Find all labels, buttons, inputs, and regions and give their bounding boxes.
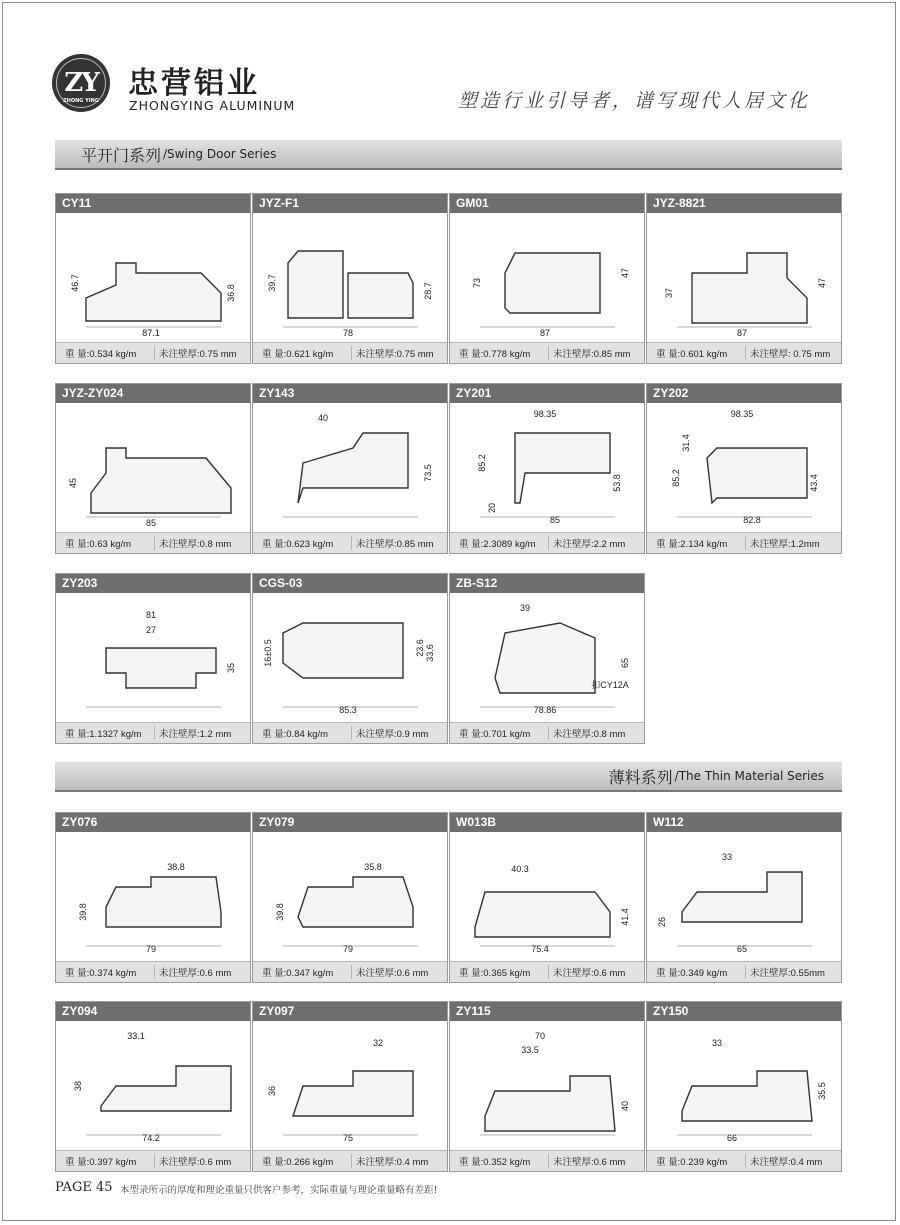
profile-code: GM01 bbox=[450, 194, 644, 213]
dimension-label: 16±0.5 bbox=[263, 639, 273, 667]
logo-text: ZY bbox=[64, 68, 98, 98]
profile-outline bbox=[101, 1066, 231, 1111]
profile-spec-row bbox=[450, 961, 644, 982]
dimension-label: 39.8 bbox=[275, 903, 285, 921]
dimension-label: 38.8 bbox=[167, 862, 185, 872]
brand-name-cn: 忠营铝业 bbox=[128, 66, 260, 101]
profile-spec-row bbox=[450, 532, 644, 553]
wall-thickness-value: 未注壁厚:0.75 mm bbox=[154, 346, 250, 360]
profile-outline bbox=[288, 251, 413, 318]
dimension-label: 39.7 bbox=[267, 274, 277, 292]
weight-value: 重 量:0.266 kg/m bbox=[262, 1157, 334, 1168]
dimension-label: 87 bbox=[539, 328, 551, 338]
dimension-label: 33.6 bbox=[425, 644, 435, 662]
profile-drawing bbox=[253, 213, 447, 344]
profile-drawing bbox=[450, 403, 644, 534]
dimension-label: 37 bbox=[664, 287, 674, 299]
profile-drawing bbox=[647, 213, 841, 344]
wall-thickness-value: 未注壁厚:0.55mm bbox=[745, 965, 841, 979]
slogan: 塑造行业引导者，谱写现代人居文化 bbox=[457, 90, 810, 112]
profile-outline bbox=[106, 648, 216, 688]
profile-card bbox=[252, 812, 448, 983]
dimension-label: 87 bbox=[736, 328, 748, 338]
dimension-label: 73.5 bbox=[423, 464, 433, 482]
profile-spec-row bbox=[647, 532, 841, 553]
profile-spec-row bbox=[647, 1150, 841, 1171]
profile-drawing bbox=[253, 1021, 447, 1152]
section-title-cn: 薄料系列 bbox=[608, 767, 673, 787]
dimension-label: 66 bbox=[726, 1133, 738, 1143]
weight-value: 重 量:0.623 kg/m bbox=[262, 539, 334, 550]
wall-thickness-value: 未注壁厚:0.75 mm bbox=[351, 346, 447, 360]
profile-spec-row bbox=[253, 1150, 447, 1171]
dimension-label: 43.4 bbox=[809, 474, 819, 492]
dimension-label: 23.6 bbox=[415, 639, 425, 657]
profile-card bbox=[646, 812, 842, 983]
profile-code: ZY143 bbox=[253, 384, 447, 403]
weight-value: 重 量:0.397 kg/m bbox=[65, 1157, 137, 1168]
dimension-label: 75 bbox=[342, 1133, 354, 1143]
dimension-label: 85.2 bbox=[671, 469, 681, 487]
profile-card bbox=[55, 812, 251, 983]
profile-outline bbox=[485, 1076, 615, 1131]
profile-code: ZB-S12 bbox=[450, 574, 644, 593]
profile-card bbox=[55, 573, 251, 744]
dimension-label: 87.1 bbox=[142, 328, 160, 338]
profile-code: ZY115 bbox=[450, 1002, 644, 1021]
profile-code: ZY097 bbox=[253, 1002, 447, 1021]
section-title-en: /The Thin Material Series bbox=[674, 769, 824, 783]
weight-value: 重 量:2.134 kg/m bbox=[656, 539, 728, 550]
dimension-label: 26 bbox=[657, 916, 667, 928]
dimension-label: 31.4 bbox=[681, 434, 691, 452]
dimension-label: 40.3 bbox=[511, 864, 529, 874]
wall-thickness-value: 未注壁厚:0.8 mm bbox=[548, 726, 644, 740]
wall-thickness-value: 未注壁厚:0.8 mm bbox=[154, 536, 250, 550]
profile-drawing bbox=[450, 1021, 644, 1152]
profile-card bbox=[252, 193, 448, 364]
weight-value: 重 量:0.701 kg/m bbox=[459, 729, 531, 740]
dimension-label: 27 bbox=[145, 625, 157, 635]
profile-code: ZY150 bbox=[647, 1002, 841, 1021]
wall-thickness-value: 未注壁厚:0.6 mm bbox=[351, 965, 447, 979]
profile-spec-row bbox=[56, 1150, 250, 1171]
dimension-label: 36.8 bbox=[226, 284, 236, 302]
dimension-label: 65 bbox=[620, 657, 630, 669]
profile-code: ZY094 bbox=[56, 1002, 250, 1021]
dimension-label: 85.3 bbox=[339, 705, 357, 715]
dimension-label: 33.5 bbox=[521, 1045, 539, 1055]
profile-code: CGS-03 bbox=[253, 574, 447, 593]
dimension-label: 40 bbox=[620, 1100, 630, 1112]
dimension-label: 39 bbox=[519, 603, 531, 613]
profile-card bbox=[646, 383, 842, 554]
wall-thickness-value: 未注壁厚:0.85 mm bbox=[548, 346, 644, 360]
profile-code: ZY079 bbox=[253, 813, 447, 832]
profile-outline bbox=[495, 623, 595, 693]
profile-code: ZY203 bbox=[56, 574, 250, 593]
wall-thickness-value: 未注壁厚:0.6 mm bbox=[154, 965, 250, 979]
profile-outline bbox=[283, 623, 403, 678]
wall-thickness-value: 未注壁厚: 0.75 mm bbox=[745, 346, 841, 360]
profile-drawing bbox=[450, 832, 644, 963]
section-bar-thin-material bbox=[55, 762, 842, 792]
profile-outline bbox=[682, 872, 802, 922]
dimension-label: 35.5 bbox=[817, 1082, 827, 1100]
profile-drawing bbox=[253, 832, 447, 963]
profile-spec-row bbox=[253, 342, 447, 363]
profile-outline bbox=[707, 448, 807, 503]
weight-value: 重 量:0.374 kg/m bbox=[65, 968, 137, 979]
wall-thickness-value: 未注壁厚:2.2 mm bbox=[548, 536, 644, 550]
dimension-label: 28.7 bbox=[423, 282, 433, 300]
weight-value: 重 量:0.349 kg/m bbox=[656, 968, 728, 979]
weight-value: 重 量:0.534 kg/m bbox=[65, 349, 137, 360]
profile-outline bbox=[298, 433, 408, 503]
dimension-label: 47 bbox=[620, 267, 630, 279]
profile-spec-row bbox=[56, 532, 250, 553]
dimension-label: 81 bbox=[145, 610, 157, 620]
weight-value: 重 量:2.3089 kg/m bbox=[459, 539, 536, 550]
profile-outline bbox=[298, 877, 413, 927]
profile-outline bbox=[91, 448, 231, 513]
profile-spec-row bbox=[647, 961, 841, 982]
wall-thickness-value: 未注壁厚:0.4 mm bbox=[351, 1154, 447, 1168]
page-number: PAGE 45 bbox=[55, 1180, 113, 1195]
dimension-label: 46.7 bbox=[70, 274, 80, 292]
profile-card bbox=[449, 383, 645, 554]
profile-drawing bbox=[450, 593, 644, 724]
brand-name-en: ZHONGYING ALUMINUM bbox=[129, 98, 296, 113]
dimension-label: 78 bbox=[342, 328, 354, 338]
dimension-label: 36 bbox=[267, 1085, 277, 1097]
weight-value: 重 量:0.621 kg/m bbox=[262, 349, 334, 360]
profile-outline bbox=[515, 433, 610, 503]
profile-spec-row bbox=[647, 342, 841, 363]
wall-thickness-value: 未注壁厚:0.85 mm bbox=[351, 536, 447, 550]
profile-outline bbox=[293, 1071, 413, 1116]
dimension-label: 45 bbox=[68, 477, 78, 489]
section-bar-swing-door bbox=[55, 140, 842, 170]
profile-spec-row bbox=[450, 722, 644, 743]
section-title-cn: 平开门系列 bbox=[81, 145, 162, 165]
dimension-label: 35 bbox=[226, 662, 236, 674]
dimension-label: 70 bbox=[534, 1031, 546, 1041]
dimension-label: 73 bbox=[472, 277, 482, 289]
profile-card bbox=[252, 383, 448, 554]
wall-thickness-value: 未注壁厚:1.2 mm bbox=[154, 726, 250, 740]
profile-drawing bbox=[450, 213, 644, 344]
dimension-label: 79 bbox=[145, 944, 157, 954]
weight-value: 重 量:0.365 kg/m bbox=[459, 968, 531, 979]
dimension-label: 39.8 bbox=[78, 903, 88, 921]
weight-value: 重 量:0.352 kg/m bbox=[459, 1157, 531, 1168]
profile-drawing bbox=[647, 403, 841, 534]
dimension-label: 75.4 bbox=[531, 944, 549, 954]
profile-drawing bbox=[253, 593, 447, 724]
profile-spec-row bbox=[253, 722, 447, 743]
weight-value: 重 量:0.601 kg/m bbox=[656, 349, 728, 360]
weight-value: 重 量:0.778 kg/m bbox=[459, 349, 531, 360]
profile-card bbox=[252, 1001, 448, 1172]
profile-card bbox=[55, 193, 251, 364]
profile-spec-row bbox=[253, 961, 447, 982]
profile-drawing bbox=[253, 403, 447, 534]
dimension-label: 53.8 bbox=[612, 474, 622, 492]
section-title-en: /Swing Door Series bbox=[163, 147, 277, 161]
profile-card bbox=[646, 193, 842, 364]
profile-card bbox=[646, 1001, 842, 1172]
disclaimer-note: 本型录所示的厚度和理论重量只供客户参考，实际重量与理论重量略有差距! bbox=[120, 1185, 438, 1196]
profile-code: CY11 bbox=[56, 194, 250, 213]
dimension-label: 74.2 bbox=[142, 1133, 160, 1143]
profile-card bbox=[449, 193, 645, 364]
profile-drawing bbox=[56, 1021, 250, 1152]
profile-spec-row bbox=[56, 342, 250, 363]
dimension-label: 85.2 bbox=[477, 454, 487, 472]
weight-value: 重 量:1.1327 kg/m bbox=[65, 729, 142, 740]
dimension-label: 33.1 bbox=[127, 1031, 145, 1041]
profile-card bbox=[449, 812, 645, 983]
profile-outline bbox=[86, 263, 221, 321]
dimension-label: 38 bbox=[73, 1080, 83, 1092]
profile-spec-row bbox=[450, 1150, 644, 1171]
dimension-label: 35.8 bbox=[364, 862, 382, 872]
dimension-label: 扣CY12A bbox=[591, 680, 629, 690]
profile-outline bbox=[692, 253, 807, 323]
dimension-label: 33 bbox=[721, 852, 733, 862]
dimension-label: 41.4 bbox=[620, 908, 630, 926]
wall-thickness-value: 未注壁厚:0.4 mm bbox=[745, 1154, 841, 1168]
profile-drawing bbox=[56, 832, 250, 963]
profile-code: W112 bbox=[647, 813, 841, 832]
dimension-label: 65 bbox=[736, 944, 748, 954]
profile-card bbox=[252, 573, 448, 744]
profile-spec-row bbox=[450, 342, 644, 363]
profile-card bbox=[449, 573, 645, 744]
profile-spec-row bbox=[253, 532, 447, 553]
logo-subtext: ZHONG YING bbox=[63, 98, 99, 104]
profile-outline bbox=[106, 877, 221, 927]
weight-value: 重 量:0.239 kg/m bbox=[656, 1157, 728, 1168]
profile-spec-row bbox=[56, 961, 250, 982]
dimension-label: 32 bbox=[372, 1038, 384, 1048]
dimension-label: 78.86 bbox=[533, 705, 557, 715]
profile-outline bbox=[682, 1071, 812, 1121]
profile-drawing bbox=[56, 593, 250, 724]
profile-code: ZY201 bbox=[450, 384, 644, 403]
weight-value: 重 量:0.63 kg/m bbox=[65, 539, 131, 550]
profile-code: JYZ-ZY024 bbox=[56, 384, 250, 403]
wall-thickness-value: 未注壁厚:1.2mm bbox=[745, 536, 841, 550]
brand-logo bbox=[52, 54, 110, 112]
dimension-label: 98.35 bbox=[730, 409, 754, 419]
dimension-label: 82.8 bbox=[743, 515, 761, 525]
profile-code: W013B bbox=[450, 813, 644, 832]
profile-drawing bbox=[647, 1021, 841, 1152]
profile-card bbox=[449, 1001, 645, 1172]
profile-drawing bbox=[56, 213, 250, 344]
wall-thickness-value: 未注壁厚:0.6 mm bbox=[548, 965, 644, 979]
wall-thickness-value: 未注壁厚:0.6 mm bbox=[154, 1154, 250, 1168]
profile-outline bbox=[505, 253, 600, 313]
profile-spec-row bbox=[56, 722, 250, 743]
profile-drawing bbox=[647, 832, 841, 963]
profile-drawing bbox=[56, 403, 250, 534]
profile-code: ZY202 bbox=[647, 384, 841, 403]
profile-outline bbox=[475, 892, 610, 937]
profile-card bbox=[55, 1001, 251, 1172]
profile-code: JYZ-F1 bbox=[253, 194, 447, 213]
profile-code: JYZ-8821 bbox=[647, 194, 841, 213]
dimension-label: 33 bbox=[711, 1038, 723, 1048]
dimension-label: 40 bbox=[317, 413, 329, 423]
dimension-label: 47 bbox=[817, 277, 827, 289]
profile-code: ZY076 bbox=[56, 813, 250, 832]
dimension-label: 79 bbox=[342, 944, 354, 954]
dimension-label: 20 bbox=[487, 502, 497, 514]
wall-thickness-value: 未注壁厚:0.6 mm bbox=[548, 1154, 644, 1168]
wall-thickness-value: 未注壁厚:0.9 mm bbox=[351, 726, 447, 740]
weight-value: 重 量:0.84 kg/m bbox=[262, 729, 328, 740]
dimension-label: 98.35 bbox=[533, 409, 557, 419]
profile-card bbox=[55, 383, 251, 554]
dimension-label: 85 bbox=[549, 515, 561, 525]
weight-value: 重 量:0.347 kg/m bbox=[262, 968, 334, 979]
dimension-label: 85 bbox=[145, 518, 157, 528]
